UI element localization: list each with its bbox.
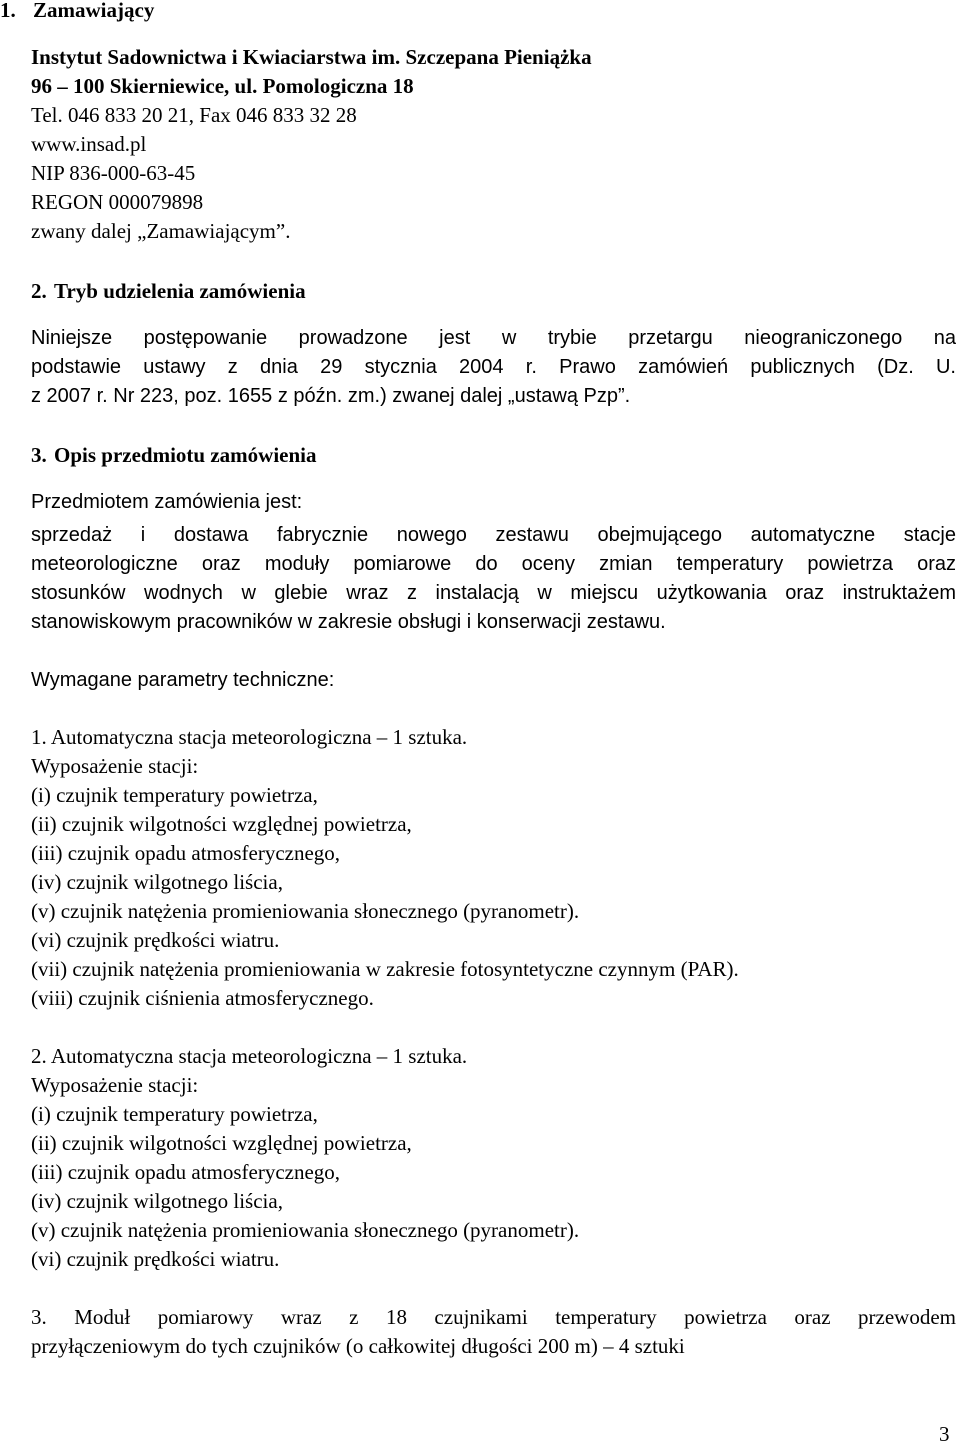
item-2-sensor: (iv) czujnik wilgotnego liścia, [31,1189,283,1213]
item-2-sensor: (iii) czujnik opadu atmosferycznego, [31,1160,341,1184]
section-2-number: 2. [31,279,47,303]
item-2-sensor: (i) czujnik temperatury powietrza, [31,1102,318,1126]
org-regon: REGON 000079898 [31,190,204,214]
section-3-heading [31,441,317,470]
item-2-equip: Wyposażenie stacji: [31,1073,199,1097]
params-title: Wymagane parametry techniczne: [31,669,335,691]
org-website: www.insad.pl [31,132,147,156]
page-number: 3 [939,1422,950,1446]
item-1-sensor: (vi) czujnik prędkości wiatru. [31,928,280,952]
item-1-equip: Wyposażenie stacji: [31,754,199,778]
item-3-line-1: 3. Moduł pomiarowy wraz z 18 czujnikami temperatury powietrza oraz przewodem [31,1305,956,1329]
org-address: 96 – 100 Skierniewice, ul. Pomologiczna 18 [31,74,414,98]
section-3-desc-4: stanowiskowym pracowników w zakresie obsługi i konserwacji zestawu. [31,611,666,633]
section-3-intro: Przedmiotem zamówienia jest: [31,491,303,513]
item-1-sensor: (iii) czujnik opadu atmosferycznego, [31,841,341,865]
item-1-title: 1. Automatyczna stacja meteorologiczna – 1 sztuka. [31,725,468,749]
item-2-sensor: (vi) czujnik prędkości wiatru. [31,1247,280,1271]
item-1-sensor: (ii) czujnik wilgotności względnej powietrza, [31,812,412,836]
org-phone: Tel. 046 833 20 21, Fax 046 833 32 28 [31,103,357,127]
section-2-line-2: podstawie ustawy z dnia 29 stycznia 2004 r. Prawo zamówień publicznych (Dz. U. [31,356,956,378]
org-called: zwany dalej „Zamawiającym”. [31,219,291,243]
item-3-line-2: przyłączeniowym do tych czujników (o całkowitej długości 200 m) – 4 sztuki [31,1334,685,1358]
section-2-title: Tryb udzielenia zamówienia [54,279,306,303]
item-1-sensor: (vii) czujnik natężenia promieniowania w zakresie fotosyntetyczne czynnym (PAR). [31,957,739,981]
item-1-sensor: (i) czujnik temperatury powietrza, [31,783,318,807]
item-2-title: 2. Automatyczna stacja meteorologiczna – 1 sztuka. [31,1044,468,1068]
section-2-line-1: Niniejsze postępowanie prowadzone jest w trybie przetargu nieograniczonego na [31,327,956,349]
section-3-desc-3: stosunków wodnych w glebie wraz z instalacją w miejscu użytkowania oraz instruktażem [31,582,956,604]
org-nip: NIP 836-000-63-45 [31,161,196,185]
section-3-desc-2: meteorologiczne oraz moduły pomiarowe do oceny zmian temperatury powietrza oraz [31,553,956,575]
item-2-sensor: (ii) czujnik wilgotności względnej powietrza, [31,1131,412,1155]
section-2-heading [31,277,306,306]
item-1-sensor: (v) czujnik natężenia promieniowania słonecznego (pyranometr). [31,899,580,923]
item-2-sensor: (v) czujnik natężenia promieniowania słonecznego (pyranometr). [31,1218,580,1242]
org-name: Instytut Sadownictwa i Kwiaciarstwa im. Szczepana Pieniążka [31,45,592,69]
item-1-sensor: (iv) czujnik wilgotnego liścia, [31,870,283,894]
section-3-desc-1: sprzedaż i dostawa fabrycznie nowego zestawu obejmującego automatyczne stacje [31,524,956,546]
section-1-title: Zamawiający [33,0,155,22]
section-1-heading [0,0,154,25]
section-2-line-3: z 2007 r. Nr 223, poz. 1655 z późn. zm.) zwanej dalej „ustawą Pzp”. [31,385,631,407]
section-3-number: 3. [31,443,47,467]
section-1-number: 1. [0,0,16,22]
item-1-sensor: (viii) czujnik ciśnienia atmosferycznego. [31,986,374,1010]
section-3-title: Opis przedmiotu zamówienia [54,443,317,467]
